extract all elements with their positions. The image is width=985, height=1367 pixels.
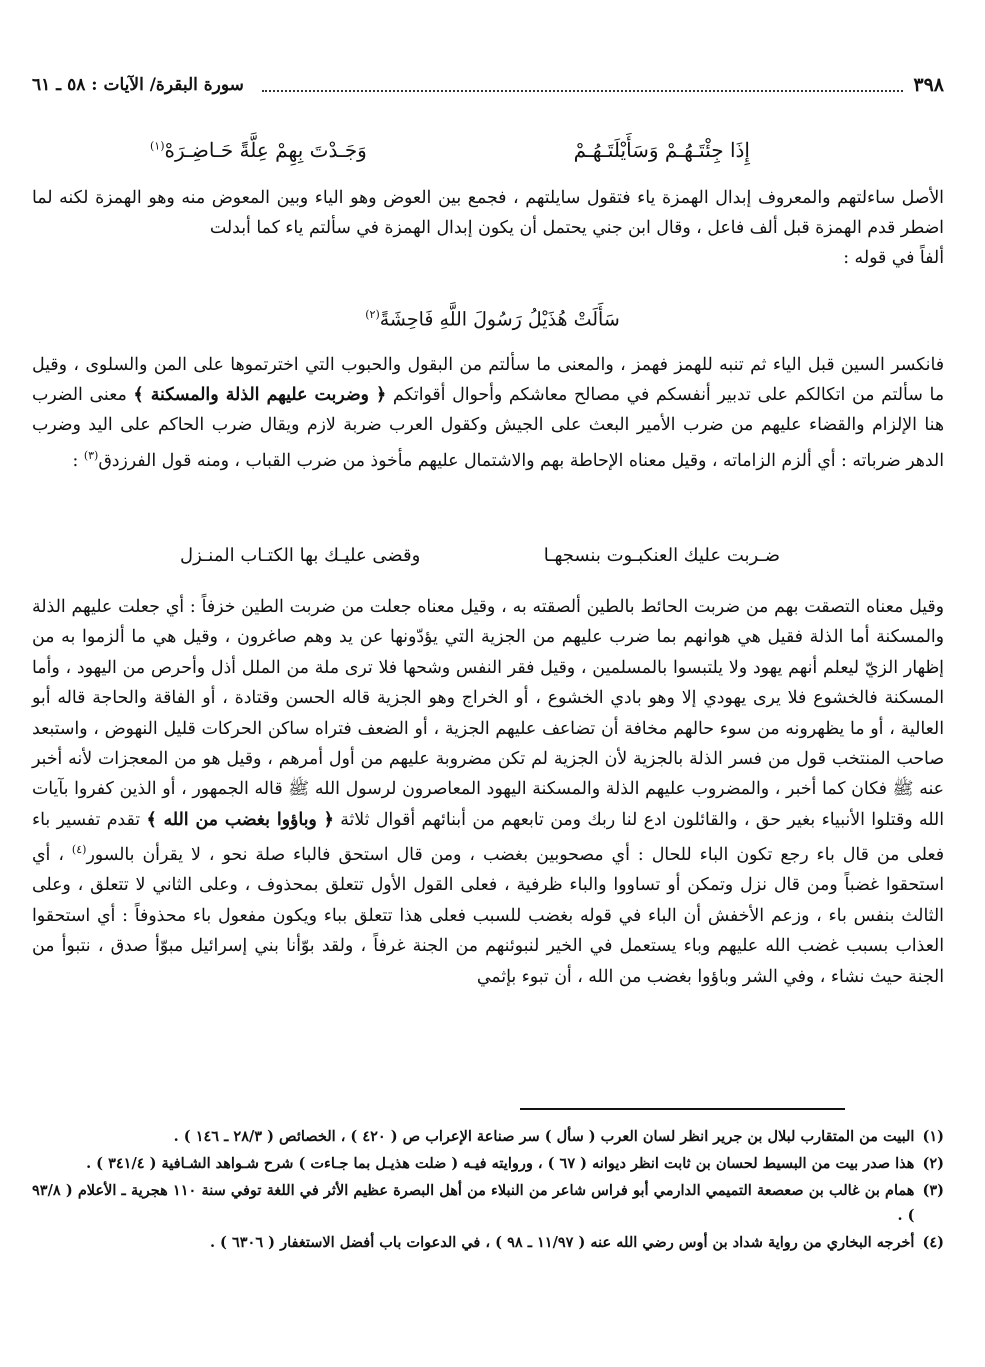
para3-text-b: تقدم تفسير باء فعلى من قال باء رجع تكون الباء للحال : أي مصحوبين بغضب ، ومن قال استحق فالباء صلة نحو ، لا يقرأن بالسور bbox=[32, 809, 944, 866]
paragraph-1 bbox=[32, 183, 944, 274]
quoted-line-text: سَأَلَتْ هُذَيْلُ رَسُولَ اللَّهِ فَاحِشَةً bbox=[379, 308, 620, 331]
poetry-verse-2 bbox=[180, 545, 780, 566]
para1-line-3: ألفاً في قوله : bbox=[843, 248, 944, 269]
verse-hemistich-right: إِذَا جِئْتَـهُـمْ وَسَأَيْلَتَـهُـمْ bbox=[573, 138, 750, 162]
quran-quote-2: ﴿ وباؤوا بغضب من الله ﴾ bbox=[146, 809, 334, 830]
footnote-3 bbox=[32, 1178, 944, 1228]
footnote-number: (١) bbox=[922, 1128, 944, 1145]
footnote-ref-1: (١) bbox=[150, 139, 165, 153]
poem-hemistich-left: وقضى عليـك بها الكتـاب المنـزل bbox=[180, 545, 421, 566]
footnote-number: (٢) bbox=[922, 1155, 944, 1172]
quran-quote-1: ﴿ وضربت عليهم الذلة والمسكنة ﴾ bbox=[133, 385, 387, 406]
quoted-line bbox=[0, 308, 985, 330]
footnote-text: البيت من المتقارب لبلال بن جرير انظر لسان العرب ( سأل ) سر صناعة الإعراب ص ( ٤٢٠ ) ، الخصائص ( ٢٨/٣ ـ ١٤٦ ) . bbox=[173, 1128, 915, 1145]
header-dotted-leader bbox=[262, 78, 903, 92]
page-header bbox=[32, 72, 944, 98]
footnote-text: هذا صدر بيت من البسيط لحسان بن ثابت انظر ديوانه ( ٦٧ ) ، وروايته فيـه ( ضلت هذيـل بما جـاءت ) شرح شـواهد الشـافية ( ٣٤١/٤ ) . bbox=[86, 1155, 915, 1172]
footnote-divider bbox=[520, 1108, 845, 1110]
footnote-number: (٤) bbox=[922, 1234, 944, 1251]
para2-text-a: فانكسر السين قبل الياء ثم تنبه للهمز فهمز ، والمعنى ما سألتم من البقول والحبوب التي اخترتموها على المن والسلوى ، وقيل ما سألتم من اتكالكم على تدبير أنفسكم في مصالح معاشكم وأحوال أقواتكم bbox=[32, 355, 944, 406]
page-number: ٣٩٨ bbox=[913, 74, 944, 96]
para3-text-c: ، أي استحقوا غضباً ومن قال نزل وتمكن أو تساووا والباء ظرفية ، فعلى القول الأول تتعلق بمحذوف ، وعلى الثاني لا تتعلق ، وعلى الثالث بنفس باء ، وزعم الأخفش أن الباء في قوله بغضب للسبب فعلى هذا تتعلق بباء ويكون مفعول باء محذوفاً : أي استحقوا العذاب بسبب غضب الله عليهم وباء يستعمل في الخير لنبوئنهم من الجنة غرفاً ، ولقد بوّأنا بني إسرائيل مبوّأ صدق ، نتبوأ من الجنة حيث نشاء ، وفي الشر وباؤوا بغضب من الله ، أن تبوء بإثمي bbox=[32, 845, 944, 987]
paragraph-2 bbox=[32, 350, 944, 476]
poem-hemistich-right: ضـربت عليك العنكبـوت بنسجهـا bbox=[543, 545, 780, 566]
verse-left-text: وَجَـدْتَ بِهِمْ عِلَّةً حَـاضِـرَهْ bbox=[164, 138, 367, 162]
verse-hemistich-left bbox=[150, 138, 367, 174]
footnote-number: (٣) bbox=[922, 1182, 944, 1199]
footnote-4 bbox=[32, 1230, 944, 1255]
para2-text-b: معنى الضرب هنا الإلزام والقضاء عليهم من ضرب الأمير البعث على الجيش وكقول العرب ضربة لازم ويقال ضرب الحاكم على اليد وضرب الدهر ضرباته : أي ألزم الزاماته ، وقيل معناه الإحاطة بهم والاشتمال عليهم مأخوذ من ضرب القباب ، ومنه قول الفرزدق bbox=[32, 385, 944, 471]
footnote-text: همام بن غالب بن صعصعة التميمي الدارمي أبو فراس شاعر من النبلاء من أهل البصرة عظيم الأثر في اللغة توفي سنة ١١٠ هجرية ـ الأعلام ( ٩٣/٨ ) . bbox=[32, 1182, 915, 1224]
para2-text-c: : bbox=[72, 450, 84, 471]
para1-line-1: الأصل ساءلتهم والمعروف إبدال الهمزة ياء فتقول سايلتهم ، فجمع بين العوض وهو الياء وبين المعوض منه وهو bbox=[148, 188, 944, 208]
footnote-1 bbox=[32, 1124, 944, 1149]
para3-text-a: وقيل معناه التصقت بهم من ضربت الحائط بالطين ألصقته به ، وقيل معناه جعلت من ضربت الطين خزفاً : أي جعلت عليهم الذلة والمسكنة أما الذلة فقيل هي هوانهم بما ضرب عليهم من الجزية التي يؤدّونها عن يد وهم صاغرون ، وقيل هي ما ألزموا به من إظهار الزيّ ليعلم أنهم يهود ولا يلتبسوا بالمسلمين ، وقيل فقر النفس وشحها فلا ترى ملة من الملل أذل وأحرص من اليهود ، وأما المسكنة فالخشوع فلا يرى يهودي إلا وهو بادي الخشوع ، أو الخراج وهو الجزية قاله الحسن وقتادة ، أو الفاقة والحاجة قاله أبو العالية ، أو ما يظهرونه من سوء حالهم مخافة أن تضاعف عليهم الجزية ، أو الضعف فتراه ساكن الحركات قليل النهوض ، واستبعد صاحب المنتخب قول من فسر الذلة بالجزية لأن الجزية لم تكن مضروبة عليهم من أول أمرهم ، وقيل هو من المعجزات لأنه أخبر عنه ﷺ فكان كما أخبر ، والمضروب عليهم الذلة والمسكنة اليهود المعاصرون لرسول الله ﷺ قاله الجمهور ، أو الذين كفروا بآيات الله وقتلوا الأنبياء بغير حق ، والقائلون ادع لنا ربك ومن تابعهم من أبنائهم أقوال ثلاثة bbox=[32, 597, 945, 830]
footnote-2 bbox=[32, 1151, 944, 1176]
footnote-text: أخرجه البخاري من رواية شداد بن أوس رضي الله عنه ( ١١/٩٧ ـ ٩٨ ) ، في الدعوات باب أفضل الاستغفار ( ٦٣٠٦ ) . bbox=[209, 1234, 915, 1251]
footnote-ref-2: (٢) bbox=[365, 308, 380, 321]
poetry-verse-1 bbox=[150, 138, 750, 174]
footnotes bbox=[32, 1124, 944, 1257]
footnote-ref-4: (٤) bbox=[71, 843, 87, 857]
footnote-ref-3: (٣) bbox=[83, 448, 99, 462]
paragraph-3 bbox=[32, 592, 944, 992]
para1-line-2: الهمزة لكنه لما اضطر قدم الهمزة قبل ألف فاعل ، وقال ابن جني يحتمل أن يكون إبدال الهمزة في سألتم ياء كما أبدلت bbox=[32, 188, 944, 239]
running-title: سورة البقرة/ الآيات : ٥٨ ـ ٦١ bbox=[32, 75, 244, 95]
